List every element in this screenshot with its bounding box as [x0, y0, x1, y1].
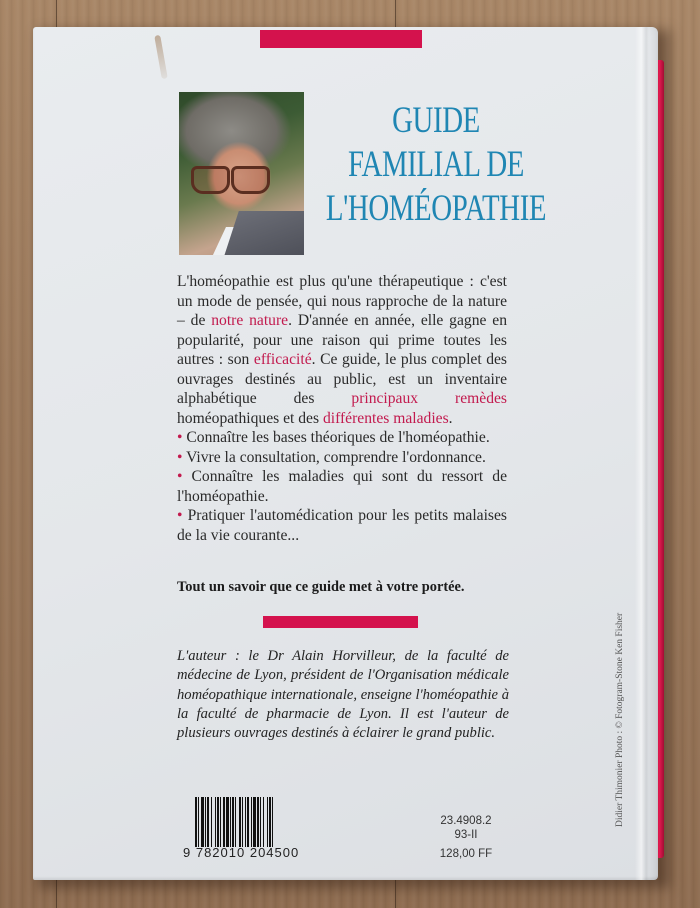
- bullet-item: [177, 428, 507, 448]
- barcode-bar: [198, 797, 199, 847]
- barcode-bar: [226, 797, 229, 847]
- bullet-text: Connaître les bases théoriques de l'homéopathie.: [186, 429, 490, 446]
- bullet-icon: •: [177, 429, 183, 446]
- barcode-bar: [211, 797, 212, 847]
- barcode-bar: [272, 797, 273, 847]
- title-line-1: GUIDE: [392, 100, 480, 141]
- barcode-bar: [230, 797, 231, 847]
- intro-text: L'homéopathie est plus qu'une thérapeutique : c'est un mode de pensée, qui nous rapproche de la nature – de: [177, 273, 507, 329]
- barcode-number: 9 782010 204500: [183, 845, 300, 860]
- accent-bar-top: [260, 30, 422, 48]
- glasses-lens-right: [231, 166, 270, 194]
- title-line-3: L'HOMÉOPATHIE: [325, 188, 547, 229]
- barcode-bar: [257, 797, 259, 847]
- barcode-bar: [247, 797, 249, 847]
- glasses-lens-left: [191, 166, 230, 194]
- reference-block: [421, 814, 511, 842]
- bullet-icon: •: [177, 507, 183, 524]
- barcode-bar: [223, 797, 225, 847]
- title-line-2: FAMILIAL DE: [347, 144, 525, 185]
- barcode-bar: [195, 797, 197, 847]
- bullet-item: [177, 506, 507, 545]
- barcode-bar: [263, 797, 264, 847]
- intro-paragraph: [177, 272, 507, 428]
- intro-text: .: [448, 409, 453, 427]
- highlight-efficacite: efficacité: [253, 351, 312, 368]
- author-photo: [179, 92, 304, 255]
- bullet-item: [177, 467, 507, 506]
- barcode-bar: [245, 797, 246, 847]
- highlight-notre-nature: notre nature: [211, 312, 289, 329]
- tagline: Tout un savoir que ce guide met à votre portée.: [177, 579, 465, 595]
- bullet-icon: •: [177, 448, 183, 466]
- bullet-text: Vivre la consultation, comprendre l'ordonnance.: [186, 448, 486, 466]
- barcode-bar: [267, 797, 268, 847]
- book-back-cover: [33, 27, 658, 880]
- intro-text: . D'année en année, elle gagne en popularité, pour une raison qui prime toutes les autres : son: [177, 312, 507, 368]
- intro-text: . Ce guide, le plus complet des ouvrages destinés au public, est un inventaire alphabétique des: [177, 351, 507, 407]
- barcode-bar: [215, 797, 216, 847]
- barcode-bar: [232, 797, 234, 847]
- barcode-bar: [207, 797, 209, 847]
- suit-jacket: [223, 211, 304, 255]
- photo-credit: Didier Thimonier Photo : © Fotogram-Stone Ken Fisher: [615, 612, 625, 827]
- barcode-bar: [220, 797, 221, 847]
- barcode-bar: [217, 797, 219, 847]
- barcode: [195, 797, 305, 847]
- book-title: [319, 99, 553, 231]
- highlight-remedes: principaux remèdes: [351, 390, 507, 407]
- barcode-bar: [239, 797, 241, 847]
- barcode-bar: [260, 797, 261, 847]
- bullet-text: Connaître les maladies qui sont du ressort de l'homéopathie.: [177, 468, 507, 505]
- edition-code: 93-II: [454, 829, 478, 841]
- barcode-bar: [269, 797, 271, 847]
- reference-code: 23.4908.2: [440, 815, 492, 827]
- intro-text: homéopathiques et des: [177, 409, 323, 427]
- bullet-text: Pratiquer l'automédication pour les petits malaises de la vie courante...: [177, 507, 507, 544]
- accent-bar-middle: [263, 616, 418, 628]
- cover-stain: [154, 35, 168, 79]
- barcode-bar: [242, 797, 243, 847]
- highlight-maladies: différentes maladies: [322, 409, 449, 427]
- bullet-icon: •: [177, 468, 183, 485]
- spine-crease: [635, 27, 649, 880]
- barcode-bar: [201, 797, 204, 847]
- barcode-bar: [235, 797, 236, 847]
- author-bio: L'auteur : le Dr Alain Horvilleur, de la faculté de médecine de Lyon, président de l'Organisation médicale homéopathique internationale, enseigne l'homéopathie à la faculté de pharmacie de Lyon. Il est l'auteur de plusieurs ouvrages destinés à éclairer le grand public.: [177, 648, 509, 742]
- price: 128,00 FF: [439, 848, 493, 860]
- barcode-bar: [205, 797, 206, 847]
- blurb: [177, 272, 507, 545]
- barcode-bar: [253, 797, 256, 847]
- barcode-bar: [251, 797, 252, 847]
- bullet-item: [177, 448, 507, 468]
